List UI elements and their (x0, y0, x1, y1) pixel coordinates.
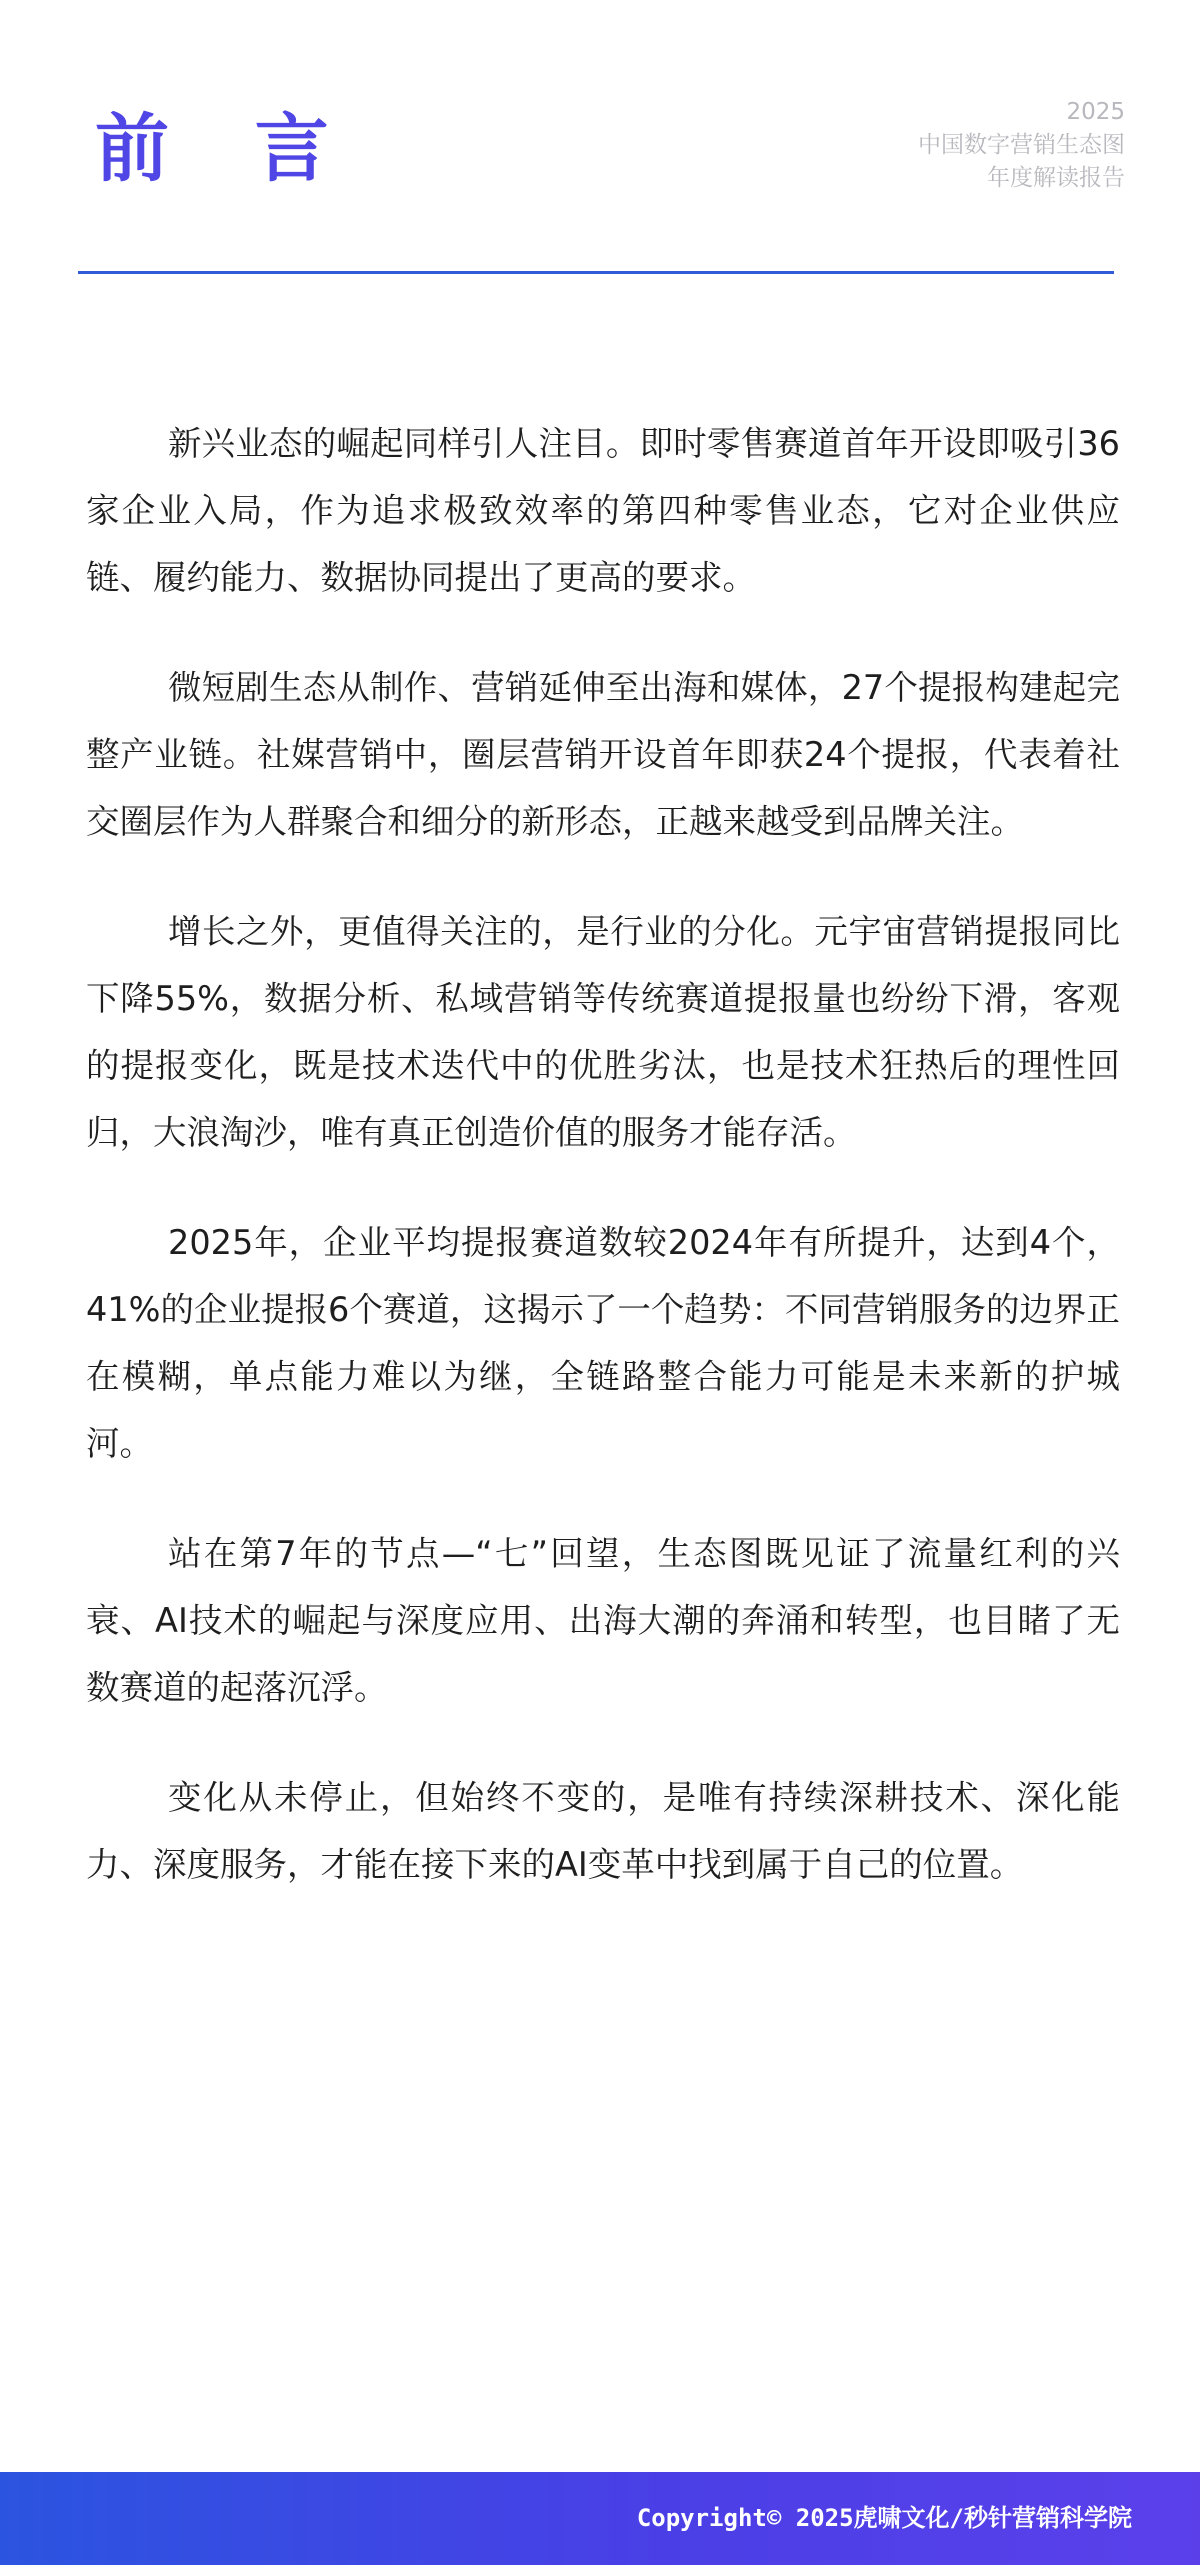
copyright-text: Copyright© 2025虎啸文化/秒针营销科学院 (636, 2504, 1132, 2532)
paragraph-3: 增长之外，更值得关注的，是行业的分化。元宇宙营销提报同比下降55%，数据分析、私域营销等传统赛道提报量也纷纷下滑，客观的提报变化，既是技术迭代中的优胜劣汰，也是技术狂热后的理性回归，大浪淘沙，唯有真正创造价值的服务才能存活。 (86, 912, 1120, 1152)
page-title: 前 言 (95, 106, 359, 192)
header-divider (78, 271, 1114, 274)
paragraph-5: 站在第7年的节点—“七”回望，生态图既见证了流量红利的兴衰、AI技术的崛起与深度应用、出海大潮的奔涌和转型，也目睹了无数赛道的起落沉浮。 (86, 1534, 1120, 1707)
report-year: 2025 (1066, 99, 1125, 125)
paragraph-1: 新兴业态的崛起同样引人注目。即时零售赛道首年开设即吸引36家企业入局，作为追求极致效率的第四种零售业态，它对企业供应链、履约能力、数据协同提出了更高的要求。 (86, 424, 1120, 597)
article-body (86, 410, 1120, 1941)
report-meta (918, 96, 1125, 195)
report-title-line-2: 年度解读报告 (987, 165, 1125, 191)
footer-bar (0, 2472, 1200, 2565)
report-title-line-1: 中国数字营销生态图 (918, 132, 1125, 158)
paragraph-6: 变化从未停止，但始终不变的，是唯有持续深耕技术、深化能力、深度服务，才能在接下来的AI变革中找到属于自己的位置。 (86, 1778, 1120, 1884)
paragraph-4: 2025年，企业平均提报赛道数较2024年有所提升，达到4个，41%的企业提报6个赛道，这揭示了一个趋势：不同营销服务的边界正在模糊，单点能力难以为继，全链路整合能力可能是未来新的护城河。 (86, 1223, 1120, 1463)
paragraph-2: 微短剧生态从制作、营销延伸至出海和媒体，27个提报构建起完整产业链。社媒营销中，圈层营销开设首年即获24个提报，代表着社交圈层作为人群聚合和细分的新形态，正越来越受到品牌关注。 (86, 668, 1120, 841)
